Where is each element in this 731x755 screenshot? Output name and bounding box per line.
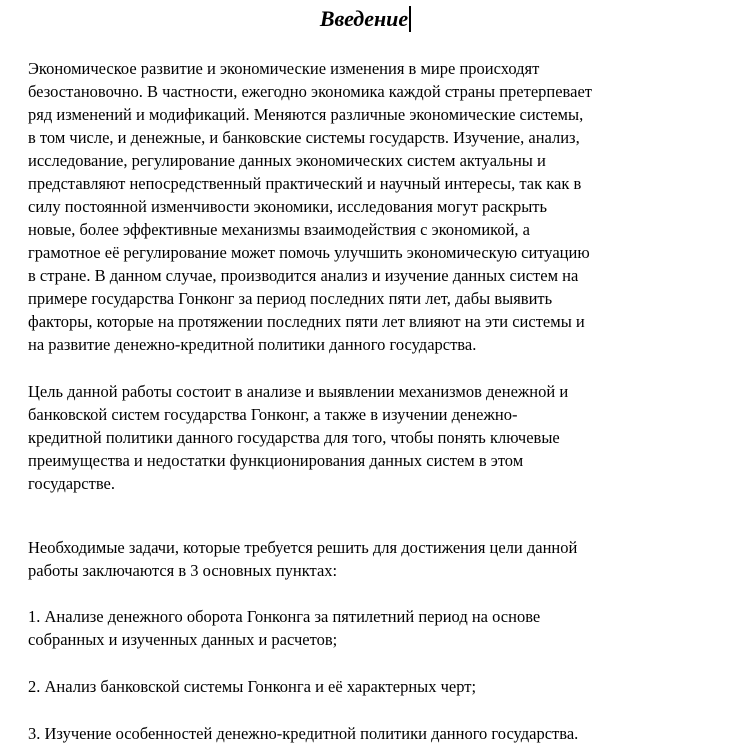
- task-item-2: [28, 675, 723, 698]
- text-line: исследование, регулирование данных экономических систем актуальны и: [28, 151, 546, 170]
- text-line: в том числе, и денежные, и банковские системы государств. Изучение, анализ,: [28, 128, 580, 147]
- text-line: собранных и изученных данных и расчетов;: [28, 630, 338, 649]
- text-line: в стране. В данном случае, производится анализ и изучение данных систем на: [28, 266, 579, 285]
- document-title: Введение: [319, 6, 409, 31]
- text-line: 3. Изучение особенностей денежно-кредитной политики данного государства.: [28, 724, 579, 743]
- text-line: Цель данной работы состоит в анализе и выявлении механизмов денежной и: [28, 382, 569, 401]
- text-line: банковской систем государства Гонконг, а также в изучении денежно-: [28, 405, 518, 424]
- task-item-3: [28, 722, 723, 745]
- text-line: факторы, которые на протяжении последних пяти лет влияют на эти системы и: [28, 312, 585, 331]
- text-line: государстве.: [28, 474, 115, 493]
- text-line: на развитие денежно-кредитной политики данного государства.: [28, 335, 477, 354]
- paragraph-economic-intro: [28, 57, 723, 356]
- text-line: безостановочно. В частности, ежегодно экономика каждой страны претерпевает: [28, 82, 592, 101]
- text-line: силу постоянной изменчивости экономики, исследования могут раскрыть: [28, 197, 548, 216]
- text-cursor: [409, 6, 411, 32]
- text-line: представляют непосредственный практический и научный интересы, так как в: [28, 174, 582, 193]
- paragraph-tasks-intro: [28, 536, 723, 582]
- text-line: грамотное её регулирование может помочь улучшить экономическую ситуацию: [28, 243, 590, 262]
- text-line: 2. Анализ банковской системы Гонконга и её характерных черт;: [28, 677, 477, 696]
- text-line: кредитной политики данного государства для того, чтобы понять ключевые: [28, 428, 560, 447]
- text-line: 1. Анализе денежного оборота Гонконга за пятилетний период на основе: [28, 607, 541, 626]
- task-item-1: [28, 605, 723, 651]
- text-line: ряд изменений и модификаций. Меняются различные экономические системы,: [28, 105, 584, 124]
- paragraph-goal: [28, 380, 723, 495]
- text-line: Экономическое развитие и экономические изменения в мире происходят: [28, 59, 540, 78]
- text-line: Необходимые задачи, которые требуется решить для достижения цели данной: [28, 538, 578, 557]
- text-line: преимущества и недостатки функционирования данных систем в этом: [28, 451, 524, 470]
- text-line: новые, более эффективные механизмы взаимодействия с экономикой, а: [28, 220, 530, 239]
- text-line: работы заключаются в 3 основных пунктах:: [28, 561, 338, 580]
- text-line: примере государства Гонконг за период последних пяти лет, дабы выявить: [28, 289, 553, 308]
- document-heading: [0, 4, 731, 34]
